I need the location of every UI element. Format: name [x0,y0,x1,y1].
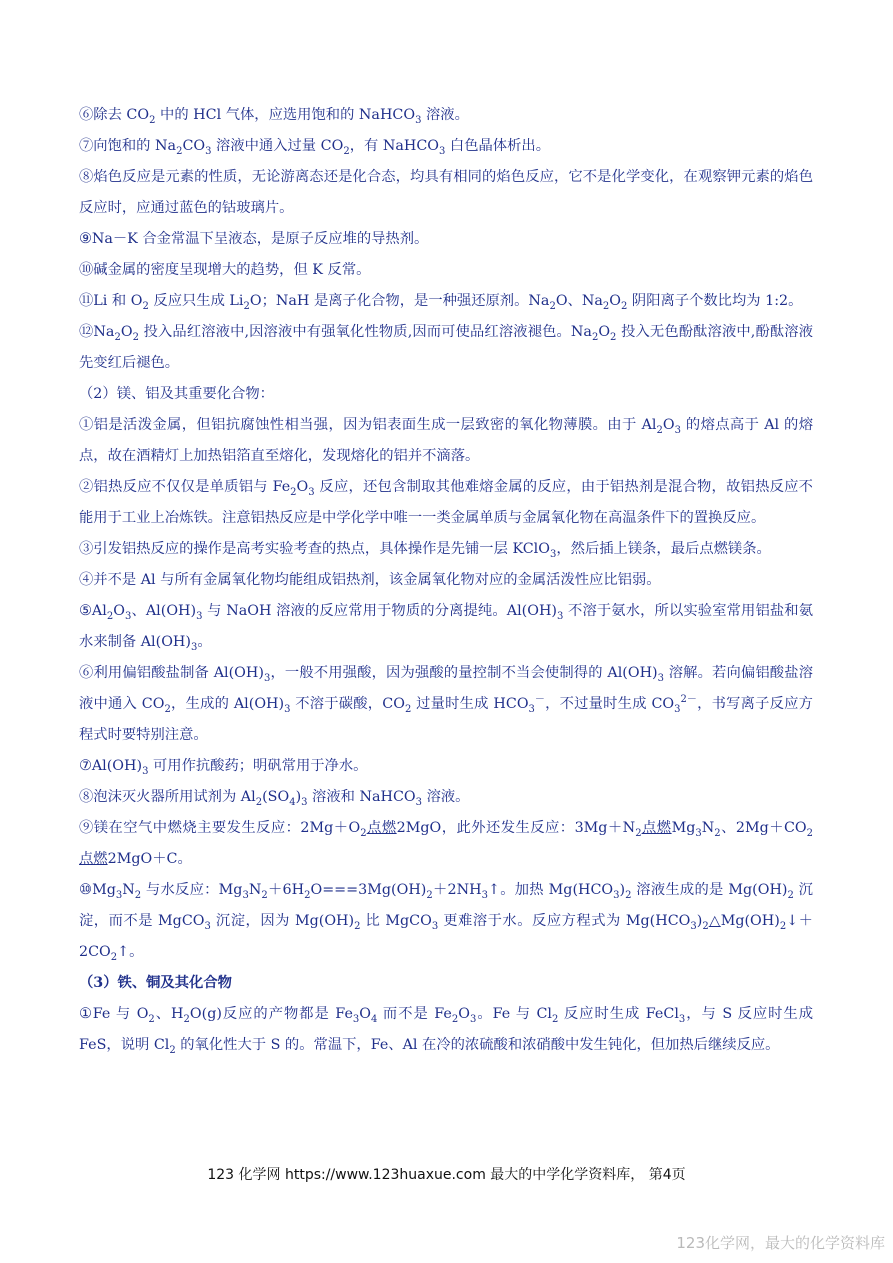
paragraph-p3: ⑧焰色反应是元素的性质，无论游离态还是化合态，均具有相同的焰色反应，它不是化学变化，在观察钾元素的焰色反应时，应通过蓝色的钴玻璃片。 [79,169,813,216]
paragraph-p16: ⑧泡沫灭火器所用试剂为 $Al_2(SO_4)_3$ 溶液和 NaHCO$_3$ 溶液。 [79,789,470,808]
paragraph-p11: ③引发铝热反应的操作是高考实验考查的热点，具体操作是先铺一层 KClO$_3$，然后插上镁条，最后点燃镁条。 [79,541,771,560]
paragraph-p20: ①Fe 与 $O_2$、$H_2O(g)$反应的产物都是 $Fe_3O_4$ 而不是 $Fe_2O_3$。Fe 与 $Cl_2$ 反应时生成 FeCl$_3$，与 S 反应时生成 FeS，说明 $Cl_2$ 的氧化性大于 S 的。常温下，Fe、Al 在冷的浓硫酸和浓硝酸中发生钝化，但加热后继续反应。 [79,1006,814,1056]
paragraph-p12: ④并不是 Al 与所有金属氧化物均能组成铝热剂，该金属氧化物对应的金属活泼性应比铝弱。 [79,572,661,588]
paragraph-p1: ⑥除去 $CO_2$ 中的 HCl 气体，应选用饱和的 NaHCO$_3$ 溶液。 [79,107,469,126]
paragraph-p17: ⑨镁在空气中燃烧主要发生反应：$2Mg+O_2$点燃2MgO，此外还发生反应：$3Mg+N_2$点燃$Mg_3N_2$、$2Mg+CO_2$ 点燃2MgO＋C。 [79,820,814,867]
paragraph-p10: ②铝热反应不仅仅是单质铝与 $Fe_2O_3$ 反应，还包含制取其他难熔金属的反应，由于铝热剂是混合物，故铝热反应不能用于工业上冶炼铁。注意铝热反应是中学化学中唯一一类金属单质与金属氧化物在高温条件下的置换反应。 [79,479,813,526]
paragraph-p13: $⑤Al_2O_3$、$Al(OH)_3$ 与 NaOH 溶液的反应常用于物质的分离提纯。$Al(OH)_3$ 不溶于氨水，所以实验室常用铝盐和氨水来制备 $Al(OH)_3$。 [79,603,813,653]
paragraph-p14: ⑥利用偏铝酸盐制备 $Al(OH)_3$，一般不用强酸，因为强酸的量控制不当会使制得的 $Al(OH)_3$ 溶解。若向偏铝酸盐溶液中通入 $CO_2$，生成的 $Al(OH)_3$ 不溶于碳酸，$CO_2$ 过量时生成 $HCO_3^-$，不过量时生成 $CO_3^{2-}$，书写离子反应方程式时要特别注意。 [79,665,813,743]
paragraph-p5: ⑩碱金属的密度呈现增大的趋势，但 K 反常。 [79,262,371,278]
paragraph-p15: $⑦Al(OH)_3$ 可用作抗酸药；明矾常用于净水。 [79,758,368,777]
paragraph-p6: ⑪Li 和 $O_2$ 反应只生成 $Li_2O$；NaH 是离子化合物，是一种强还原剂。$Na_2O$、$Na_2O_2$ 阴阳离子个数比均为 1:2。 [79,293,803,312]
paragraph-p4: ⑨Na－K 合金常温下呈液态，是原子反应堆的导热剂。 [79,231,429,247]
document-body [79,100,813,1061]
site-watermark: 123化学网，最大的化学资料库 [676,1234,885,1252]
page-footer: 123 化学网 https://www.123huaxue.com 最大的中学化学资料库， 第4页 [207,1167,686,1183]
paragraph-p9: ①铝是活泼金属，但铝抗腐蚀性相当强，因为铝表面生成一层致密的氧化物薄膜。由于 $Al_2O_3$ 的熔点高于 Al 的熔点，故在酒精灯上加热铝箔直至熔化，发现熔化的铝并不滴落。 [79,417,813,464]
paragraph-p18: $⑩Mg_3N_2$ 与水反应：$Mg_3N_2+6H_2O===3Mg(OH)_2+2NH_3↑$。加热 $Mg(HCO_3)_2$ 溶液生成的是 $Mg(OH)_2$ 沉淀，而不是 MgCO$_3$ 沉淀，因为 $Mg(OH)_2$ 比 MgCO$_3$ 更难溶于水。反应方程式为 $Mg(HCO_3)_2\triangle Mg(OH)_2↓+2CO_2↑$。 [79,882,813,963]
paragraph-p2: ⑦向饱和的 $Na_2CO_3$ 溶液中通入过量 $CO_2$，有 NaHCO$_3$ 白色晶体析出。 [79,138,550,157]
paragraph-p7: $⑫Na_2O_2$ 投入品红溶液中,因溶液中有强氧化性物质,因而可使品红溶液褪色。$Na_2O_2$ 投入无色酚酞溶液中,酚酞溶液先变红后褪色。 [79,324,813,371]
paragraph-p19: （3）铁、铜及其化合物 [79,975,232,991]
paragraph-p8: （2）镁、铝及其重要化合物： [79,386,274,402]
